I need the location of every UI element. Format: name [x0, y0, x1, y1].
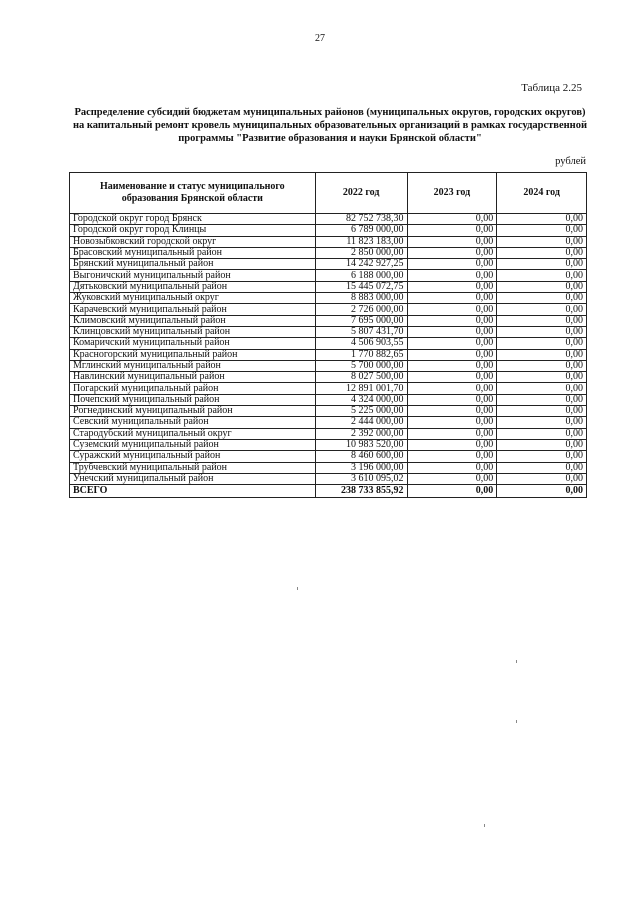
row-value-2023: 0,00	[407, 293, 497, 304]
row-value-2023: 0,00	[407, 406, 497, 417]
row-value-2024: 0,00	[497, 247, 587, 258]
row-value-2023: 0,00	[407, 394, 497, 405]
row-value-2023: 0,00	[407, 236, 497, 247]
table-label: Таблица 2.25	[521, 82, 582, 94]
row-value-2022: 11 823 183,00	[315, 236, 407, 247]
row-value-2023: 0,00	[407, 473, 497, 484]
row-value-2022: 15 445 072,75	[315, 281, 407, 292]
row-value-2023: 0,00	[407, 349, 497, 360]
row-name-cell: Брянский муниципальный район	[70, 259, 316, 270]
table-row	[70, 451, 587, 462]
row-value-2022: 14 242 927,25	[315, 259, 407, 270]
table-row	[70, 326, 587, 337]
row-value-2024: 0,00	[497, 428, 587, 439]
row-name-cell: Жуковский муниципальный округ	[70, 293, 316, 304]
table-row	[70, 372, 587, 383]
row-value-2022: 5 807 431,70	[315, 326, 407, 337]
row-name-cell: Новозыбковский городской округ	[70, 236, 316, 247]
row-name-cell: Погарский муниципальный район	[70, 383, 316, 394]
scan-speck	[297, 587, 298, 590]
table-row	[70, 349, 587, 360]
row-value-2022: 3 196 000,00	[315, 462, 407, 473]
header-2024: 2024 год	[497, 173, 587, 214]
scan-speck	[484, 824, 485, 827]
scan-speck	[516, 720, 517, 723]
row-value-2023: 0,00	[407, 304, 497, 315]
row-value-2023: 0,00	[407, 338, 497, 349]
row-value-2024: 0,00	[497, 439, 587, 450]
row-name-cell: Трубчевский муниципальный район	[70, 462, 316, 473]
row-value-2024: 0,00	[497, 338, 587, 349]
row-value-2022: 5 700 000,00	[315, 360, 407, 371]
row-value-2022: 5 225 000,00	[315, 406, 407, 417]
row-name-cell: Клинцовский муниципальный район	[70, 326, 316, 337]
table-row	[70, 394, 587, 405]
row-value-2024: 0,00	[497, 417, 587, 428]
table-row	[70, 428, 587, 439]
row-name-cell: Севский муниципальный район	[70, 417, 316, 428]
row-value-2022: 82 752 738,30	[315, 214, 407, 225]
row-value-2024: 0,00	[497, 394, 587, 405]
table-row	[70, 439, 587, 450]
row-name-cell: Выгоничский муниципальный район	[70, 270, 316, 281]
total-row	[70, 485, 587, 498]
row-value-2023: 0,00	[407, 281, 497, 292]
row-value-2024: 0,00	[497, 293, 587, 304]
row-value-2024: 0,00	[497, 473, 587, 484]
row-value-2022: 1 770 882,65	[315, 349, 407, 360]
table-row	[70, 214, 587, 225]
row-value-2023: 0,00	[407, 372, 497, 383]
row-name-cell: Брасовский муниципальный район	[70, 247, 316, 258]
row-value-2023: 0,00	[407, 259, 497, 270]
row-value-2023: 0,00	[407, 439, 497, 450]
row-value-2024: 0,00	[497, 270, 587, 281]
row-name-cell: Климовский муниципальный район	[70, 315, 316, 326]
row-value-2022: 8 883 000,00	[315, 293, 407, 304]
row-value-2022: 3 610 095,02	[315, 473, 407, 484]
row-value-2024: 0,00	[497, 304, 587, 315]
row-value-2023: 0,00	[407, 270, 497, 281]
row-value-2023: 0,00	[407, 451, 497, 462]
table-row	[70, 360, 587, 371]
row-name-cell: Комаричский муниципальный район	[70, 338, 316, 349]
row-value-2022: 6 188 000,00	[315, 270, 407, 281]
row-value-2022: 4 506 903,55	[315, 338, 407, 349]
row-value-2024: 0,00	[497, 214, 587, 225]
row-value-2022: 6 789 000,00	[315, 225, 407, 236]
row-value-2023: 0,00	[407, 383, 497, 394]
row-value-2024: 0,00	[497, 236, 587, 247]
header-2022: 2022 год	[315, 173, 407, 214]
row-value-2024: 0,00	[497, 349, 587, 360]
table-row	[70, 315, 587, 326]
row-value-2023: 0,00	[407, 360, 497, 371]
document-title: Распределение субсидий бюджетам муниципальных районов (муниципальных округов, городских округов) на капитальный ремонт кровель муниципальных образовательных организаций в рамках государственной программы "Развитие образования и науки Брянской области"	[72, 107, 588, 144]
table-header-row	[70, 173, 587, 214]
row-name-cell: Городской округ город Клинцы	[70, 225, 316, 236]
page-number: 27	[315, 33, 325, 44]
row-value-2024: 0,00	[497, 281, 587, 292]
row-value-2022: 4 324 000,00	[315, 394, 407, 405]
row-value-2024: 0,00	[497, 360, 587, 371]
table-body	[70, 214, 587, 485]
row-value-2022: 8 460 600,00	[315, 451, 407, 462]
table-row	[70, 270, 587, 281]
row-value-2024: 0,00	[497, 383, 587, 394]
table-row	[70, 281, 587, 292]
row-value-2022: 2 444 000,00	[315, 417, 407, 428]
row-name-cell: Почепский муниципальный район	[70, 394, 316, 405]
row-value-2023: 0,00	[407, 225, 497, 236]
table-row	[70, 304, 587, 315]
row-value-2022: 2 392 000,00	[315, 428, 407, 439]
row-name-cell: Суземский муниципальный район	[70, 439, 316, 450]
row-value-2024: 0,00	[497, 259, 587, 270]
row-name-cell: Унечский муниципальный район	[70, 473, 316, 484]
table-row	[70, 338, 587, 349]
row-value-2023: 0,00	[407, 417, 497, 428]
table-row	[70, 225, 587, 236]
units-label: рублей	[555, 156, 586, 167]
row-value-2022: 2 726 000,00	[315, 304, 407, 315]
row-name-cell: Карачевский муниципальный район	[70, 304, 316, 315]
row-value-2023: 0,00	[407, 315, 497, 326]
row-value-2024: 0,00	[497, 406, 587, 417]
row-value-2024: 0,00	[497, 372, 587, 383]
row-value-2023: 0,00	[407, 326, 497, 337]
table-row	[70, 247, 587, 258]
row-value-2022: 2 850 000,00	[315, 247, 407, 258]
row-value-2024: 0,00	[497, 451, 587, 462]
row-value-2024: 0,00	[497, 326, 587, 337]
total-label: ВСЕГО	[70, 485, 316, 498]
table-row	[70, 406, 587, 417]
table-row	[70, 259, 587, 270]
row-value-2023: 0,00	[407, 247, 497, 258]
row-name-cell: Дятьковский муниципальный район	[70, 281, 316, 292]
row-name-cell: Суражский муниципальный район	[70, 451, 316, 462]
row-value-2023: 0,00	[407, 214, 497, 225]
row-value-2022: 8 027 500,00	[315, 372, 407, 383]
table-row	[70, 383, 587, 394]
row-name-cell: Мглинский муниципальный район	[70, 360, 316, 371]
row-value-2024: 0,00	[497, 225, 587, 236]
scan-speck	[516, 660, 517, 663]
table-row	[70, 236, 587, 247]
row-name-cell: Рогнединский муниципальный район	[70, 406, 316, 417]
row-value-2022: 7 695 000,00	[315, 315, 407, 326]
row-value-2024: 0,00	[497, 462, 587, 473]
row-value-2022: 12 891 001,70	[315, 383, 407, 394]
table-row	[70, 462, 587, 473]
row-value-2022: 10 983 520,00	[315, 439, 407, 450]
table-row	[70, 417, 587, 428]
row-name-cell: Стародубский муниципальный округ	[70, 428, 316, 439]
row-value-2023: 0,00	[407, 428, 497, 439]
header-2023: 2023 год	[407, 173, 497, 214]
table-row	[70, 473, 587, 484]
subsidy-table	[69, 172, 587, 498]
total-2024: 0,00	[497, 485, 587, 498]
row-name-cell: Навлинский муниципальный район	[70, 372, 316, 383]
total-2022: 238 733 855,92	[315, 485, 407, 498]
row-value-2023: 0,00	[407, 462, 497, 473]
total-2023: 0,00	[407, 485, 497, 498]
row-name-cell: Городской округ город Брянск	[70, 214, 316, 225]
header-name: Наименование и статус муниципального образования Брянской области	[70, 173, 316, 214]
row-value-2024: 0,00	[497, 315, 587, 326]
row-name-cell: Красногорский муниципальный район	[70, 349, 316, 360]
table-row	[70, 293, 587, 304]
